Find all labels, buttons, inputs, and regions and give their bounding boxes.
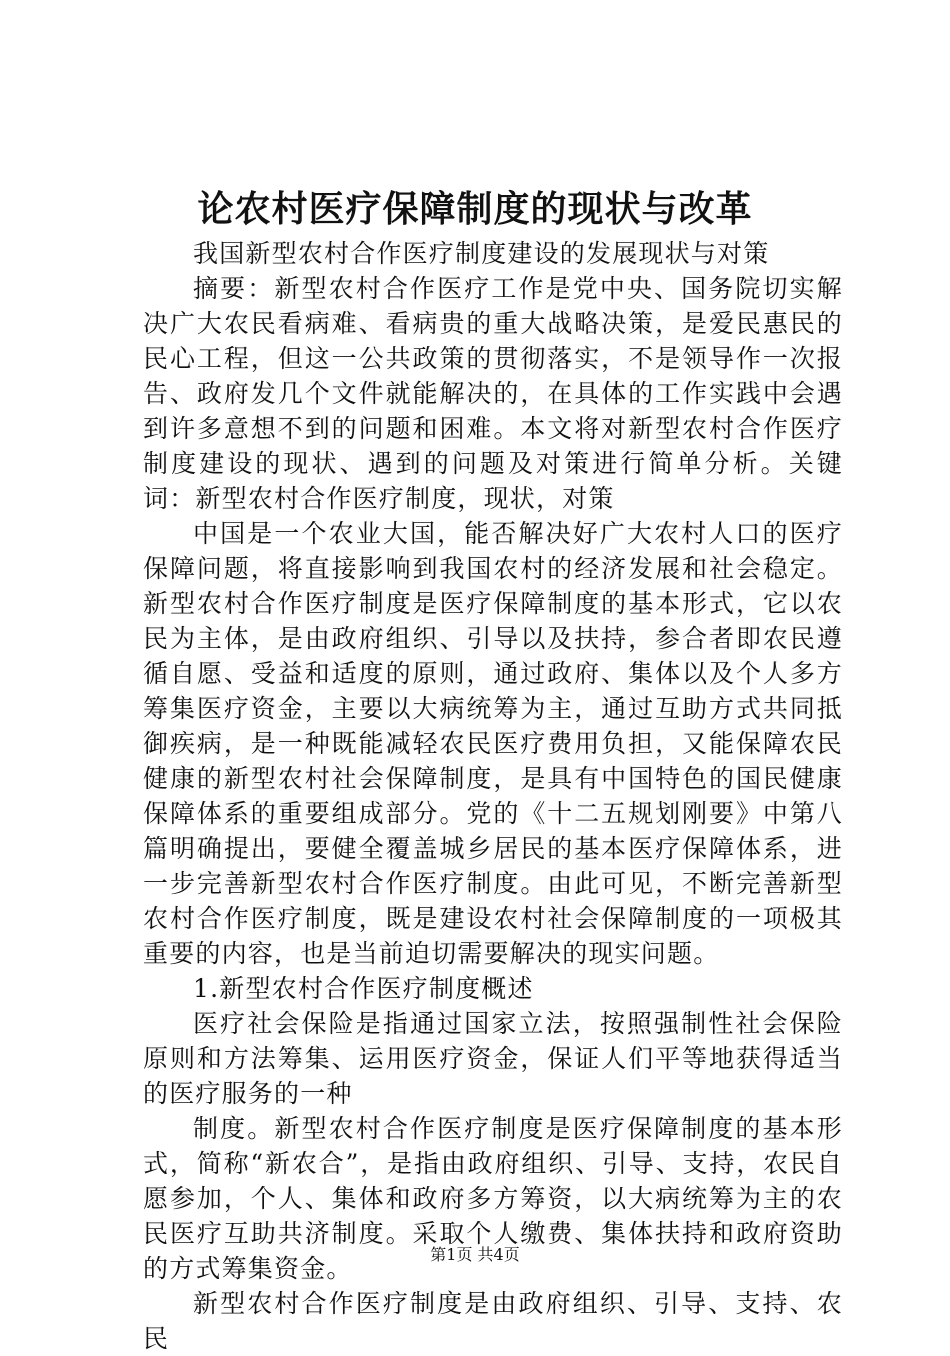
body-paragraph: 制度。新型农村合作医疗制度是医疗保障制度的基本形式，简称“新农合”，是指由政府组织、引导、支持，农民自愿参加，个人、集体和政府多方筹资，以大病统筹为主的农民医疗互助共济制度。采取个人缴费、集体扶持和政府资助的方式筹集资金。 xyxy=(143,1114,843,1283)
section-heading: 1.新型农村合作医疗制度概述 xyxy=(193,974,534,1003)
abstract-paragraph: 摘要：新型农村合作医疗工作是党中央、国务院切实解决广大农民看病难、看病贵的重大战略决策，是爱民惠民的民心工程，但这一公共政策的贯彻落实，不是领导作一次报告、政府发几个文件就能解决的，在具体的工作实践中会遇到许多意想不到的问题和困难。本文将对新型农村合作医疗制度建设的现状、遇到的问题及对策进行简单分析。关键词：新型农村合作医疗制度，现状，对策 xyxy=(143,274,843,513)
body-paragraph: 医疗社会保险是指通过国家立法，按照强制性社会保险原则和方法筹集、运用医疗资金，保证人们平等地获得适当的医疗服务的一种 xyxy=(143,1009,843,1108)
body-paragraph: 中国是一个农业大国，能否解决好广大农村人口的医疗保障问题，将直接影响到我国农村的经济发展和社会稳定。新型农村合作医疗制度是医疗保障制度的基本形式，它以农民为主体，是由政府组织、引导以及扶持，参合者即农民遵循自愿、受益和适度的原则，通过政府、集体以及个人多方筹集医疗资金，主要以大病统筹为主，通过互助方式共同抵御疾病，是一种既能减轻农民医疗费用负担，又能保障农民健康的新型农村社会保障制度，是具有中国特色的国民健康保障体系的重要组成部分。党的《十二五规划刚要》中第八篇明确提出，要健全覆盖城乡居民的基本医疗保障体系，进一步完善新型农村合作医疗制度。由此可见，不断完善新型农村合作医疗制度，既是建设农村社会保障制度的一项极其重要的内容，也是当前迫切需要解决的现实问题。 xyxy=(143,519,843,968)
subtitle-paragraph: 我国新型农村合作医疗制度建设的发展现状与对策 xyxy=(193,239,770,268)
document-body xyxy=(143,236,843,1356)
body-paragraph: 新型农村合作医疗制度是由政府组织、引导、支持、农民 xyxy=(143,1289,843,1353)
page-number-footer: 第1页 共4页 xyxy=(430,1245,520,1264)
document-title: 论农村医疗保障制度的现状与改革 xyxy=(197,188,753,230)
